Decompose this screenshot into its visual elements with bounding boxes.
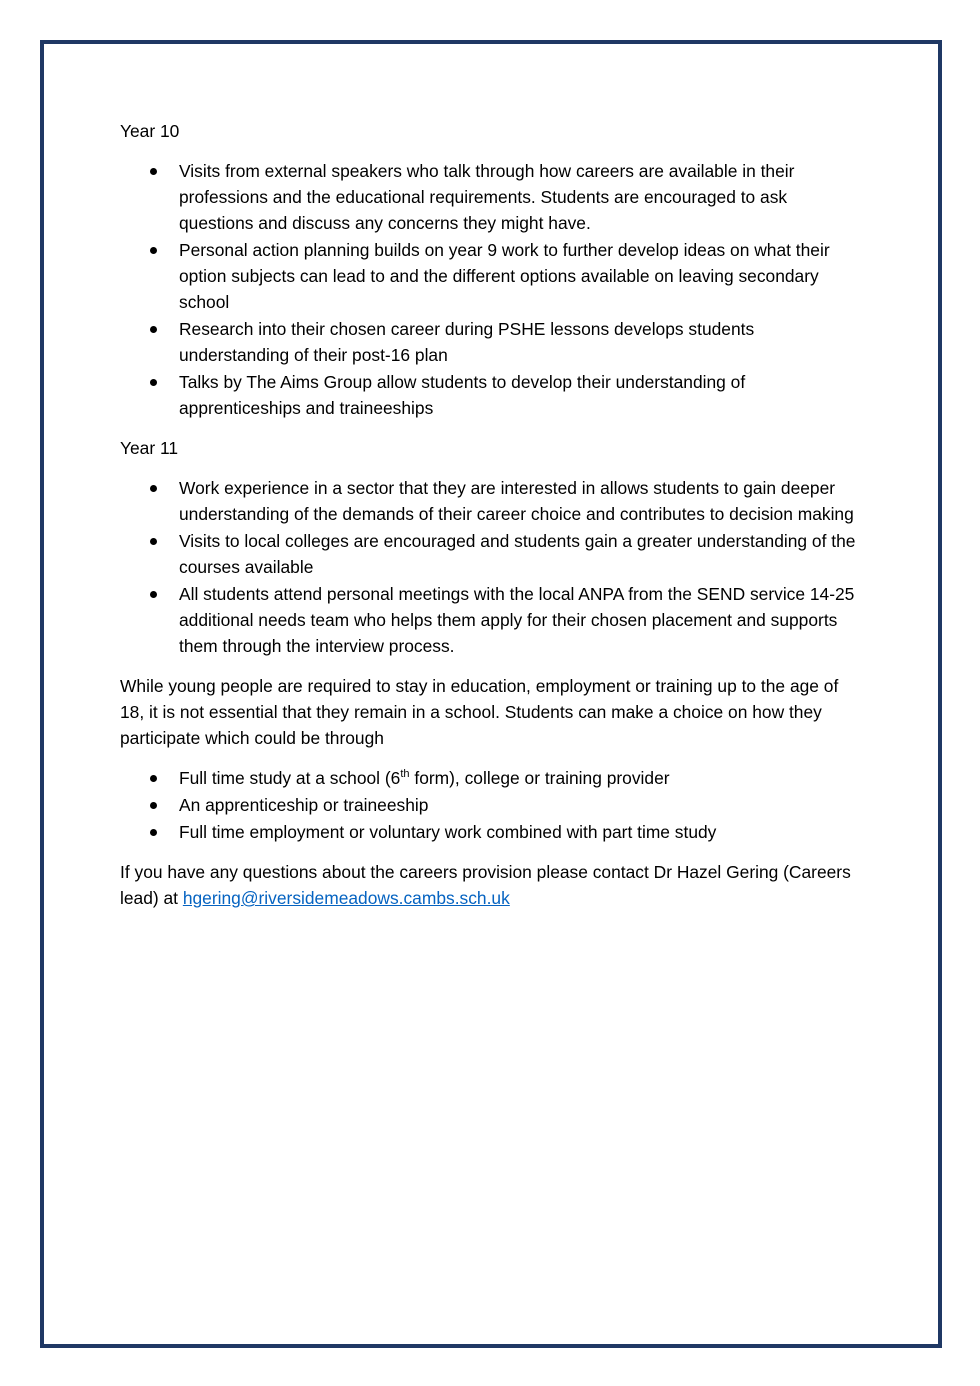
participation-list bbox=[120, 765, 865, 845]
bullet-icon bbox=[150, 168, 157, 175]
contact-text: If you have any questions about the careers provision please contact Dr Hazel Gering (Careers lead) at bbox=[120, 862, 851, 908]
list-item-text: Visits to local colleges are encouraged and students gain a greater understanding of the courses available bbox=[179, 531, 856, 577]
ordinal-superscript: th bbox=[400, 768, 410, 781]
list-item-text: An apprenticeship or traineeship bbox=[179, 795, 429, 815]
list-item bbox=[120, 765, 865, 791]
contact-paragraph bbox=[120, 859, 865, 911]
year11-list bbox=[120, 475, 865, 659]
year10-heading: Year 10 bbox=[120, 121, 180, 141]
participation-intro: While young people are required to stay in education, employment or training up to the age of 18, it is not essential that they remain in a school. Students can make a choice on how they participate which could be through bbox=[120, 676, 839, 748]
list-item-text: Research into their chosen career during PSHE lessons develops students understanding of their post-16 plan bbox=[179, 319, 755, 365]
list-item-text: Visits from external speakers who talk through how careers are available in their professions and the educational requirements. Students are encouraged to ask questions and discuss any concerns they might have. bbox=[179, 161, 795, 233]
list-item bbox=[120, 528, 865, 580]
list-item-text-before: Full time study at a school (6 bbox=[179, 768, 401, 788]
list-item-text: Personal action planning builds on year 9 work to further develop ideas on what their option subjects can lead to and the different options available on leaving secondary school bbox=[179, 240, 830, 312]
list-item bbox=[120, 819, 865, 845]
contact-email-link[interactable]: hgering@riversidemeadows.cambs.sch.uk bbox=[182, 888, 510, 908]
bullet-icon bbox=[150, 775, 157, 782]
year10-list bbox=[120, 158, 865, 421]
list-item-text: All students attend personal meetings with the local ANPA from the SEND service 14-25 additional needs team who helps them apply for their chosen placement and supports them through the interview process. bbox=[179, 584, 855, 656]
list-item bbox=[120, 158, 865, 236]
bullet-icon bbox=[150, 379, 157, 386]
list-item bbox=[120, 237, 865, 315]
list-item-text-after: form), college or training provider bbox=[409, 768, 670, 788]
list-item-text: Work experience in a sector that they are interested in allows students to gain deeper understanding of the demands of their career choice and contributes to decision making bbox=[179, 478, 854, 524]
list-item-text: Full time employment or voluntary work combined with part time study bbox=[179, 822, 717, 842]
bullet-icon bbox=[150, 538, 157, 545]
list-item bbox=[120, 369, 865, 421]
list-item-text: Talks by The Aims Group allow students to develop their understanding of apprenticeships and traineeships bbox=[179, 372, 746, 418]
bullet-icon bbox=[150, 247, 157, 254]
list-item bbox=[120, 792, 865, 818]
list-item bbox=[120, 581, 865, 659]
year11-heading: Year 11 bbox=[120, 438, 179, 458]
bullet-icon bbox=[150, 591, 157, 598]
bullet-icon bbox=[150, 802, 157, 809]
document-content bbox=[120, 118, 865, 925]
bullet-icon bbox=[150, 829, 157, 836]
bullet-icon bbox=[150, 485, 157, 492]
list-item bbox=[120, 475, 865, 527]
bullet-icon bbox=[150, 326, 157, 333]
list-item bbox=[120, 316, 865, 368]
